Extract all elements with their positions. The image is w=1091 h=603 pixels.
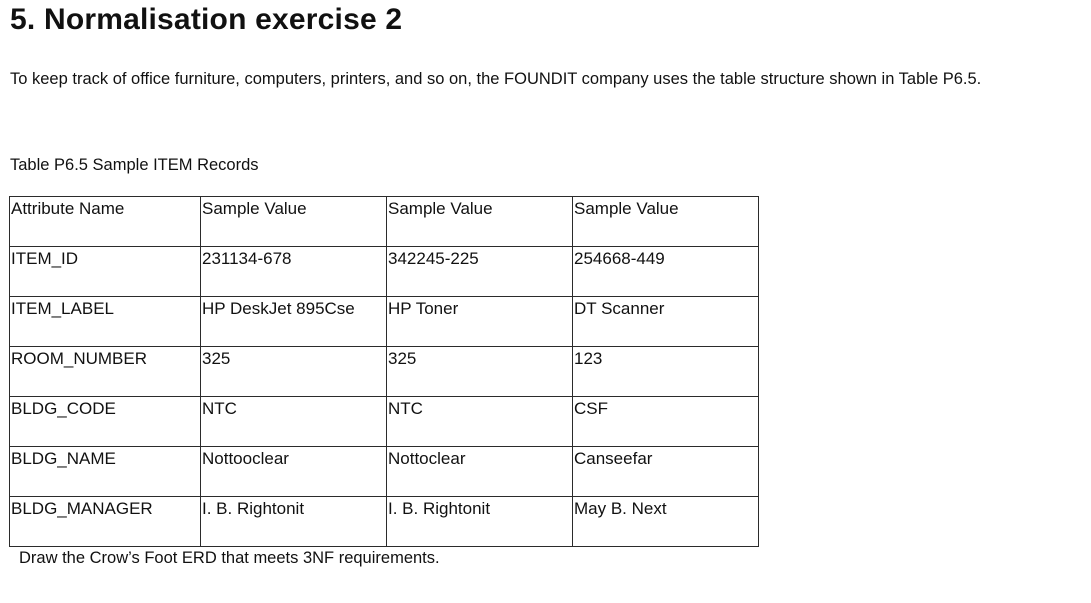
table-cell-value: 123 [573,347,759,397]
table-cell-attribute: ITEM_LABEL [10,297,201,347]
page-title: 5. Normalisation exercise 2 [10,3,403,36]
table-row [10,347,759,397]
table-cell-value: DT Scanner [573,297,759,347]
item-records-table [9,196,759,547]
table-header-row [10,197,759,247]
header-cell-sample-value: Sample Value [201,197,387,247]
table-cell-value: HP Toner [387,297,573,347]
header-cell-sample-value: Sample Value [387,197,573,247]
table-row [10,497,759,547]
header-cell-attribute-name: Attribute Name [10,197,201,247]
table-cell-value: I. B. Rightonit [201,497,387,547]
instruction-text: Draw the Crow’s Foot ERD that meets 3NF requirements. [19,549,440,567]
table-cell-value: I. B. Rightonit [387,497,573,547]
table-cell-attribute: ROOM_NUMBER [10,347,201,397]
table-row [10,397,759,447]
table-cell-value: Nottooclear [201,447,387,497]
table-cell-value: Nottoclear [387,447,573,497]
table-cell-value: NTC [387,397,573,447]
table-cell-attribute: BLDG_MANAGER [10,497,201,547]
header-cell-sample-value: Sample Value [573,197,759,247]
intro-paragraph: To keep track of office furniture, computers, printers, and so on, the FOUNDIT company uses the table structure shown in Table P6.5. [10,70,982,88]
table-cell-value: 325 [387,347,573,397]
table-cell-value: 231134-678 [201,247,387,297]
table-cell-value: HP DeskJet 895Cse [201,297,387,347]
table-cell-value: 325 [201,347,387,397]
table-cell-value: CSF [573,397,759,447]
table-cell-attribute: BLDG_NAME [10,447,201,497]
table-cell-value: 342245-225 [387,247,573,297]
table-caption: Table P6.5 Sample ITEM Records [10,156,259,174]
table-cell-attribute: BLDG_CODE [10,397,201,447]
table-cell-attribute: ITEM_ID [10,247,201,297]
table-row [10,297,759,347]
table-cell-value: Canseefar [573,447,759,497]
table-cell-value: 254668-449 [573,247,759,297]
table-row [10,447,759,497]
table-row [10,247,759,297]
table-cell-value: NTC [201,397,387,447]
table-cell-value: May B. Next [573,497,759,547]
